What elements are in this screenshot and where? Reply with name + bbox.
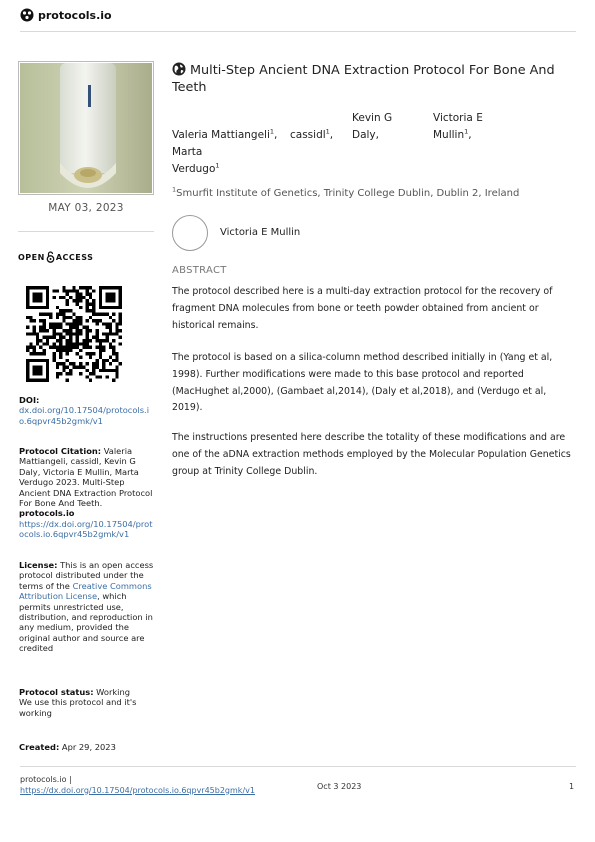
author-kevin-first: Kevin G [352,112,393,124]
page-number: 1 [569,782,575,791]
status-label: Protocol status: [19,687,94,697]
license-text-1: This is an open access protocol distributed under the terms of the [19,560,154,591]
globe-icon [172,62,186,76]
title-text: Multi-Step Ancient DNA Extraction Protocol For Bone And Teeth [172,63,555,95]
open-access-lock-icon [46,251,55,263]
abstract-paragraph-3 [172,430,576,480]
avatar[interactable] [172,215,208,251]
license-label: License: [19,560,58,570]
footer-url[interactable]: https://dx.doi.org/10.17504/protocols.io.6qpvr45b2gmk/v1 [20,785,255,795]
tube-image [20,63,152,193]
open-access-badge [18,251,93,263]
created-block [19,742,155,752]
abstract-paragraph-1 [172,284,576,334]
protocols-logo-icon [20,8,34,22]
abstract-text-3: The instructions presented here describe the totality of these modifications and are one of the aDNA extraction methods employed by the Molecular Population Genetics group at Trinity College Dublin. [172,432,571,477]
protocol-title [172,62,582,96]
header-divider [20,31,576,32]
doi-link[interactable]: dx.doi.org/10.17504/protocols.io.6qpvr45b2gmk/v1 [19,405,149,426]
license-text-2: , which permits unrestricted use, distribution, and reproduction in any medium, provided the original author and source are credited [19,591,153,654]
author-cassidl[interactable]: cassidl$^1$, [290,127,334,141]
status-block [19,687,155,718]
abstract-text-2: The protocol is based on a silica-column method described initially in (Yang et al, 1998). Further modifications were made to this base protocol and reported (MacHughet al,2000), (Gambaet al,2014), (Daly et al,2018), and (Verdugo et al, 2019). [172,352,553,414]
publication-date: MAY 03, 2023 [48,202,124,214]
status-value: Working [96,687,131,697]
doi-block [19,395,155,426]
abstract-text-1: The protocol described here is a multi-day extraction protocol for the recovery of fragment DNA molecules from bone or teeth powder obtained from ancient or historical remains. [172,286,553,331]
author-kevin[interactable] [352,110,392,144]
status-note: We use this protocol and it's working [19,697,137,718]
license-block [19,560,155,654]
author-valeria-name: Valeria Mattiangeli [172,129,270,141]
author-victoria-last: Mullin [433,129,465,141]
author-valeria[interactable]: Valeria Mattiangeli$^1$, [172,127,278,141]
author-marta-first: Marta [172,146,203,158]
author-cassidl-name: cassidl [290,129,326,141]
affiliation [172,185,520,199]
open-access-left: OPEN [18,252,45,262]
author-marta-sup: 1 [215,161,220,170]
author-card-name[interactable]: Victoria E Mullin [220,227,301,238]
created-label: Created: [19,742,60,752]
brand-name: protocols.io [38,8,112,22]
author-victoria[interactable]: Victoria E Mullin$^1$, [433,112,483,141]
author-marta[interactable] [172,144,220,178]
footer-divider [20,766,576,767]
footer-source [20,775,255,796]
footer-site: protocols.io | [20,775,72,784]
citation-text: Valeria Mattiangeli, cassidl, Kevin G Daly, Victoria E Mullin, Marta Verdugo 2023. Multi-Step Ancient DNA Extraction Protocol For Bone And Teeth. [19,446,153,509]
abstract-paragraph-2 [172,350,576,417]
authors-list [172,110,502,180]
qr-code [26,286,122,382]
author-victoria-sup: 1 [464,127,469,136]
protocol-thumbnail [18,61,154,195]
created-value: Apr 29, 2023 [61,742,116,752]
citation-site: protocols.io [19,508,75,519]
citation-link[interactable]: https://dx.doi.org/10.17504/protocols.io.6qpvr45b2gmk/v1 [19,518,153,540]
author-marta-last: Verdugo [172,163,216,175]
citation-block [19,446,155,540]
affiliation-text: Smurfit Institute of Genetics, Trinity College Dublin, Dublin 2, Ireland [176,188,520,199]
open-access-right: ACCESS [55,252,94,262]
abstract-heading: ABSTRACT [172,265,227,276]
sidebar-divider [18,231,154,232]
author-kevin-last: Daly, [352,129,379,141]
author-victoria-first: Victoria E [433,112,483,124]
author-cassidl-sup: 1 [325,127,330,136]
doi-label: DOI: [19,395,40,405]
author-valeria-sup: 1 [269,127,275,136]
license-link[interactable]: Creative Commons Attribution License [19,580,152,602]
citation-label: Protocol Citation: [19,446,102,456]
footer-date: Oct 3 2023 [317,782,362,791]
affiliation-sup: 1 [172,185,177,194]
brand-logo[interactable] [20,8,112,22]
